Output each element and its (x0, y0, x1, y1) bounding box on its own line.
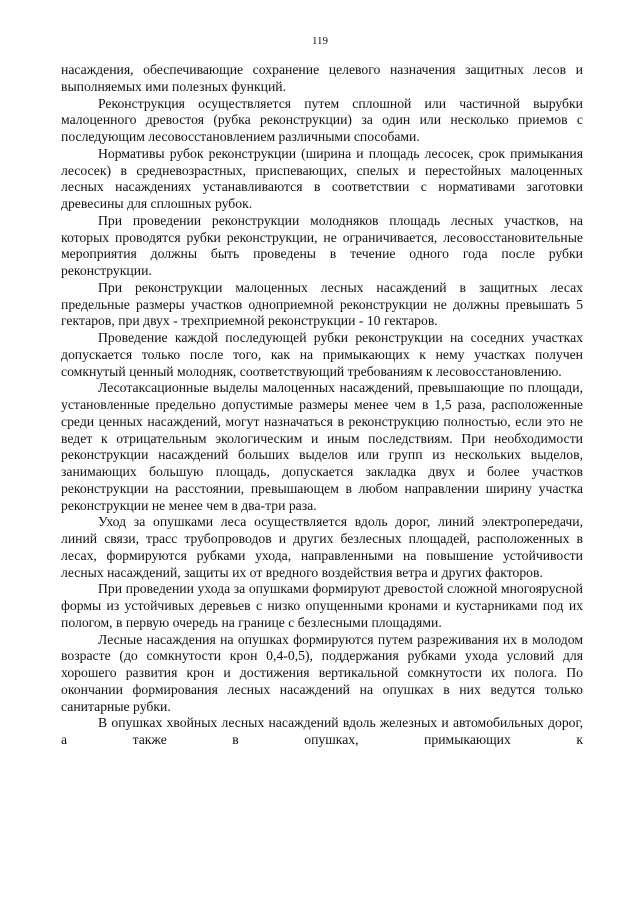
paragraph-reconstruction-method: Реконструкция осуществляется путем сплошной или частичной вырубки малоценного древостоя (рубка реконструкции) за один или несколько приемов с последующим лесовосстановлением различными способами. (61, 95, 583, 144)
paragraph-young-stands: При проведении реконструкции молодняков площадь лесных участков, на которых проводятся рубки реконструкции, не ограничивается, лесовосстановительные мероприятия должны быть проведены в течение одного года после рубки реконструкции. (61, 212, 583, 278)
paragraph-continuation: насаждения, обеспечивающие сохранение целевого назначения защитных лесов и выполняемых ими полезных функций. (61, 62, 583, 94)
paragraph-coniferous-edges: В опушках хвойных лесных насаждений вдоль железных и автомобильных дорог, а также в опушках, примыкающих к (61, 715, 583, 747)
paragraph-edge-formation: Лесные насаждения на опушках формируются путем разреживания их в молодом возрасте (до сомкнутости крон 0,4-0,5), поддержания рубками ухода условий для хорошего развития крон и достижения вертикальной сомкнутости их полога. По окончании формирования лесных насаждений на опушках в них ведутся только санитарные рубки. (61, 631, 583, 714)
paragraph-edge-stand-structure: При проведении ухода за опушками формируют древостой сложной многоярусной формы из устойчивых деревьев с низко опущенными кронами и кустарниками под их пологом, в первую очередь на границе с безлесными площадями. (61, 581, 583, 630)
paragraph-forest-inventory-units: Лесотаксационные выделы малоценных насаждений, превышающие по площади, установленные предельно допустимые размеры менее чем в 1,5 раза, расположенные среди ценных насаждений, могут назначаться в реконструкцию полностью, если это не ведет к отрицательным экологическим и иным последствиям. При необходимости реконструкции насаждений больших выделов или групп из нескольких выделов, занимающих большую площадь, допускается закладка двух и более участков реконструкции на расстоянии, превышающем в любом направлении ширину участка реконструкции не менее чем в два-три раза. (61, 380, 583, 513)
paragraph-subsequent-cuttings: Проведение каждой последующей рубки реконструкции на соседних участках допускается только после того, как на примыкающих к нему участках получен сомкнутый ценный молодняк, соответствующий требованиям к лесовосстановлению. (61, 330, 583, 379)
document-body (61, 62, 583, 749)
paragraph-reconstruction-norms: Нормативы рубок реконструкции (ширина и площадь лесосек, срок примыкания лесосек) в средневозрастных, приспевающих, спелых и перестойных малоценных лесных насаждениях устанавливаются в соответствии с нормативами заготовки древесины для сплошных рубок. (61, 145, 583, 211)
paragraph-edge-care: Уход за опушками леса осуществляется вдоль дорог, линий электропередачи, линий связи, трасс трубопроводов и других безлесных площадей, расположенных в лесах, формируются рубками ухода, направленными на повышение устойчивости лесных насаждений, защиты их от вредного воздействия ветра и других факторов. (61, 514, 583, 580)
page-number: 119 (311, 35, 329, 47)
paragraph-protective-forests: При реконструкции малоценных лесных насаждений в защитных лесах предельные размеры участков одноприемной реконструкции не должны превышать 5 гектаров, при двух - трехприемной реконструкции - 10 гектаров. (61, 279, 583, 329)
